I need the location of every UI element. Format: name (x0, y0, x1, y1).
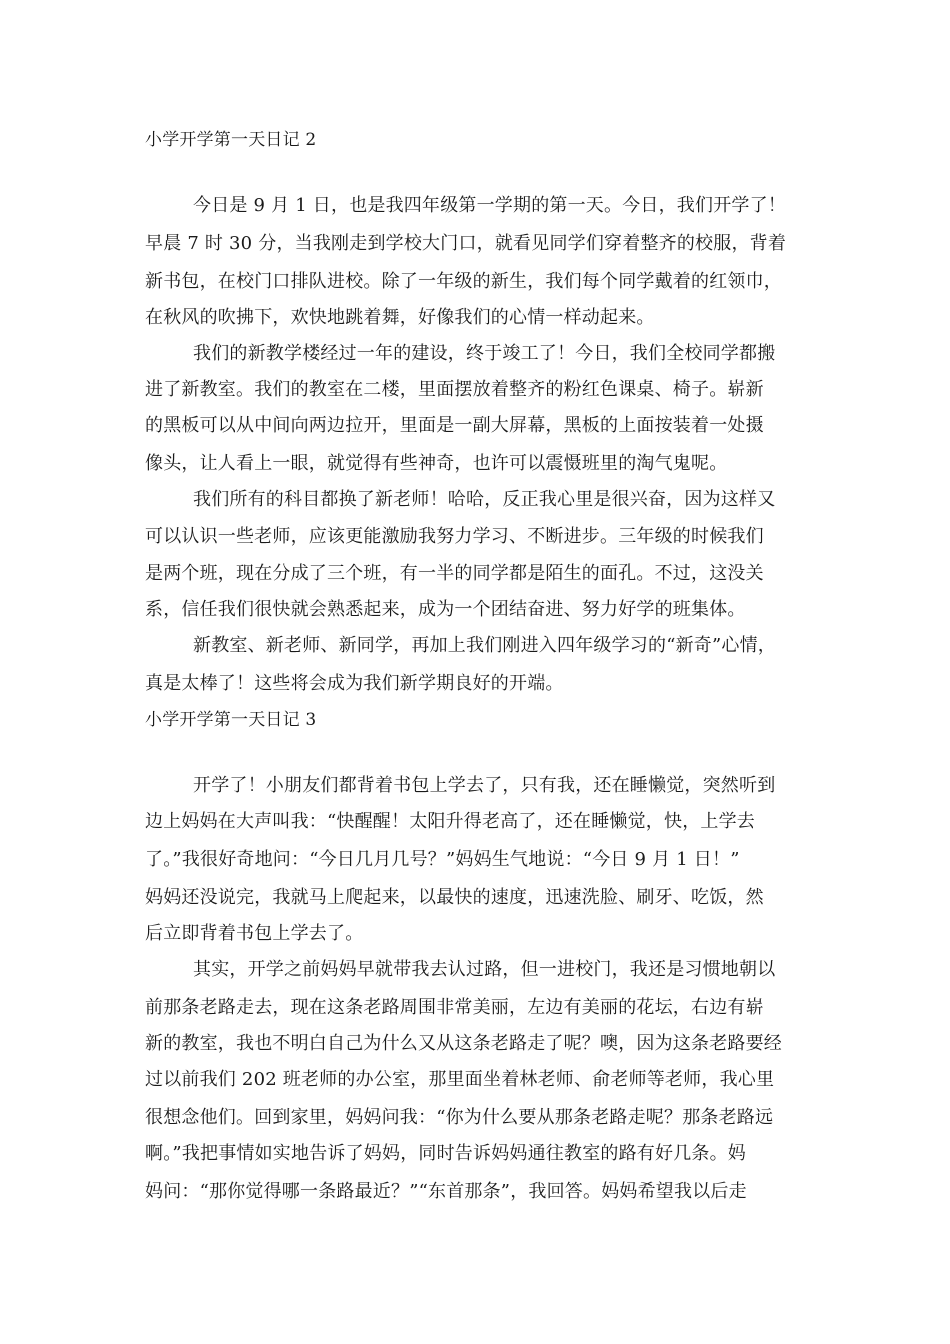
section-2-title: 小学开学第一天日记 2 (145, 130, 317, 150)
paragraph-line: 妈问：“那你觉得哪一条路最近？”“东首那条”，我回答。妈妈希望我以后走 (145, 1181, 747, 1202)
paragraph-line: 在秋风的吹拂下，欢快地跳着舞，好像我们的心情一样动起来。 (145, 307, 655, 328)
paragraph-line: 其实，开学之前妈妈早就带我去认过路，但一进校门，我还是习惯地朝以 (193, 959, 776, 980)
paragraph-line: 啊。”我把事情如实地告诉了妈妈，同时告诉妈妈通往教室的路有好几条。妈 (145, 1143, 746, 1164)
paragraph-line: 早晨 7 时 30 分，当我刚走到学校大门口，就看见同学们穿着整齐的校服，背着 (145, 233, 787, 254)
paragraph-line: 新教室、新老师、新同学，再加上我们刚进入四年级学习的“新奇”心情， (193, 635, 777, 656)
paragraph-line: 开学了！小朋友们都背着书包上学去了，只有我，还在睡懒觉，突然听到 (193, 775, 776, 796)
paragraph-line: 新书包，在校门口排队进校。除了一年级的新生，我们每个同学戴着的红领巾， (145, 271, 782, 292)
paragraph-line: 很想念他们。回到家里，妈妈问我：“你为什么要从那条老路走呢？那条老路远 (145, 1107, 774, 1128)
paragraph-line: 进了新教室。我们的教室在二楼，里面摆放着整齐的粉红色课桌、椅子。崭新 (145, 379, 764, 400)
paragraph-line: 前那条老路走去，现在这条老路周围非常美丽，左边有美丽的花坛，右边有崭 (145, 997, 764, 1018)
paragraph-line: 今日是 9 月 1 日，也是我四年级第一学期的第一天。今日，我们开学了！ (193, 195, 786, 216)
paragraph-line: 可以认识一些老师，应该更能激励我努力学习、不断进步。三年级的时候我们 (145, 526, 764, 547)
paragraph-line: 妈妈还没说完，我就马上爬起来，以最快的速度，迅速洗脸、刷牙、吃饭，然 (145, 887, 764, 908)
paragraph-line: 像头，让人看上一眼，就觉得有些神奇，也许可以震慑班里的淘气鬼呢。 (145, 453, 728, 474)
paragraph-line: 过以前我们 202 班老师的办公室，那里面坐着林老师、俞老师等老师，我心里 (145, 1069, 775, 1090)
section-3-title: 小学开学第一天日记 3 (145, 710, 317, 730)
paragraph-line: 的黑板可以从中间向两边拉开，里面是一副大屏幕，黑板的上面按装着一处摄 (145, 415, 764, 436)
paragraph-line: 我们所有的科目都换了新老师！哈哈，反正我心里是很兴奋，因为这样又 (193, 489, 776, 510)
paragraph-line: 后立即背着书包上学去了。 (145, 923, 364, 944)
paragraph-line: 新的教室，我也不明白自己为什么又从这条老路走了呢？噢，因为这条老路要经 (145, 1033, 782, 1054)
paragraph-line: 是两个班，现在分成了三个班，有一半的同学都是陌生的面孔。不过，这没关 (145, 563, 764, 584)
paragraph-line: 边上妈妈在大声叫我：“快醒醒！太阳升得老高了，还在睡懒觉，快，上学去 (145, 811, 755, 832)
paragraph-line: 系，信任我们很快就会熟悉起来，成为一个团结奋进、努力好学的班集体。 (145, 599, 746, 620)
paragraph-line: 我们的新教学楼经过一年的建设，终于竣工了！今日，我们全校同学都搬 (193, 343, 776, 364)
paragraph-line: 真是太棒了！这些将会成为我们新学期良好的开端。 (145, 673, 564, 694)
paragraph-line: 了。”我很好奇地问：“今日几月几号？”妈妈生气地说：“今日 9 月 1 日！” (145, 849, 740, 870)
